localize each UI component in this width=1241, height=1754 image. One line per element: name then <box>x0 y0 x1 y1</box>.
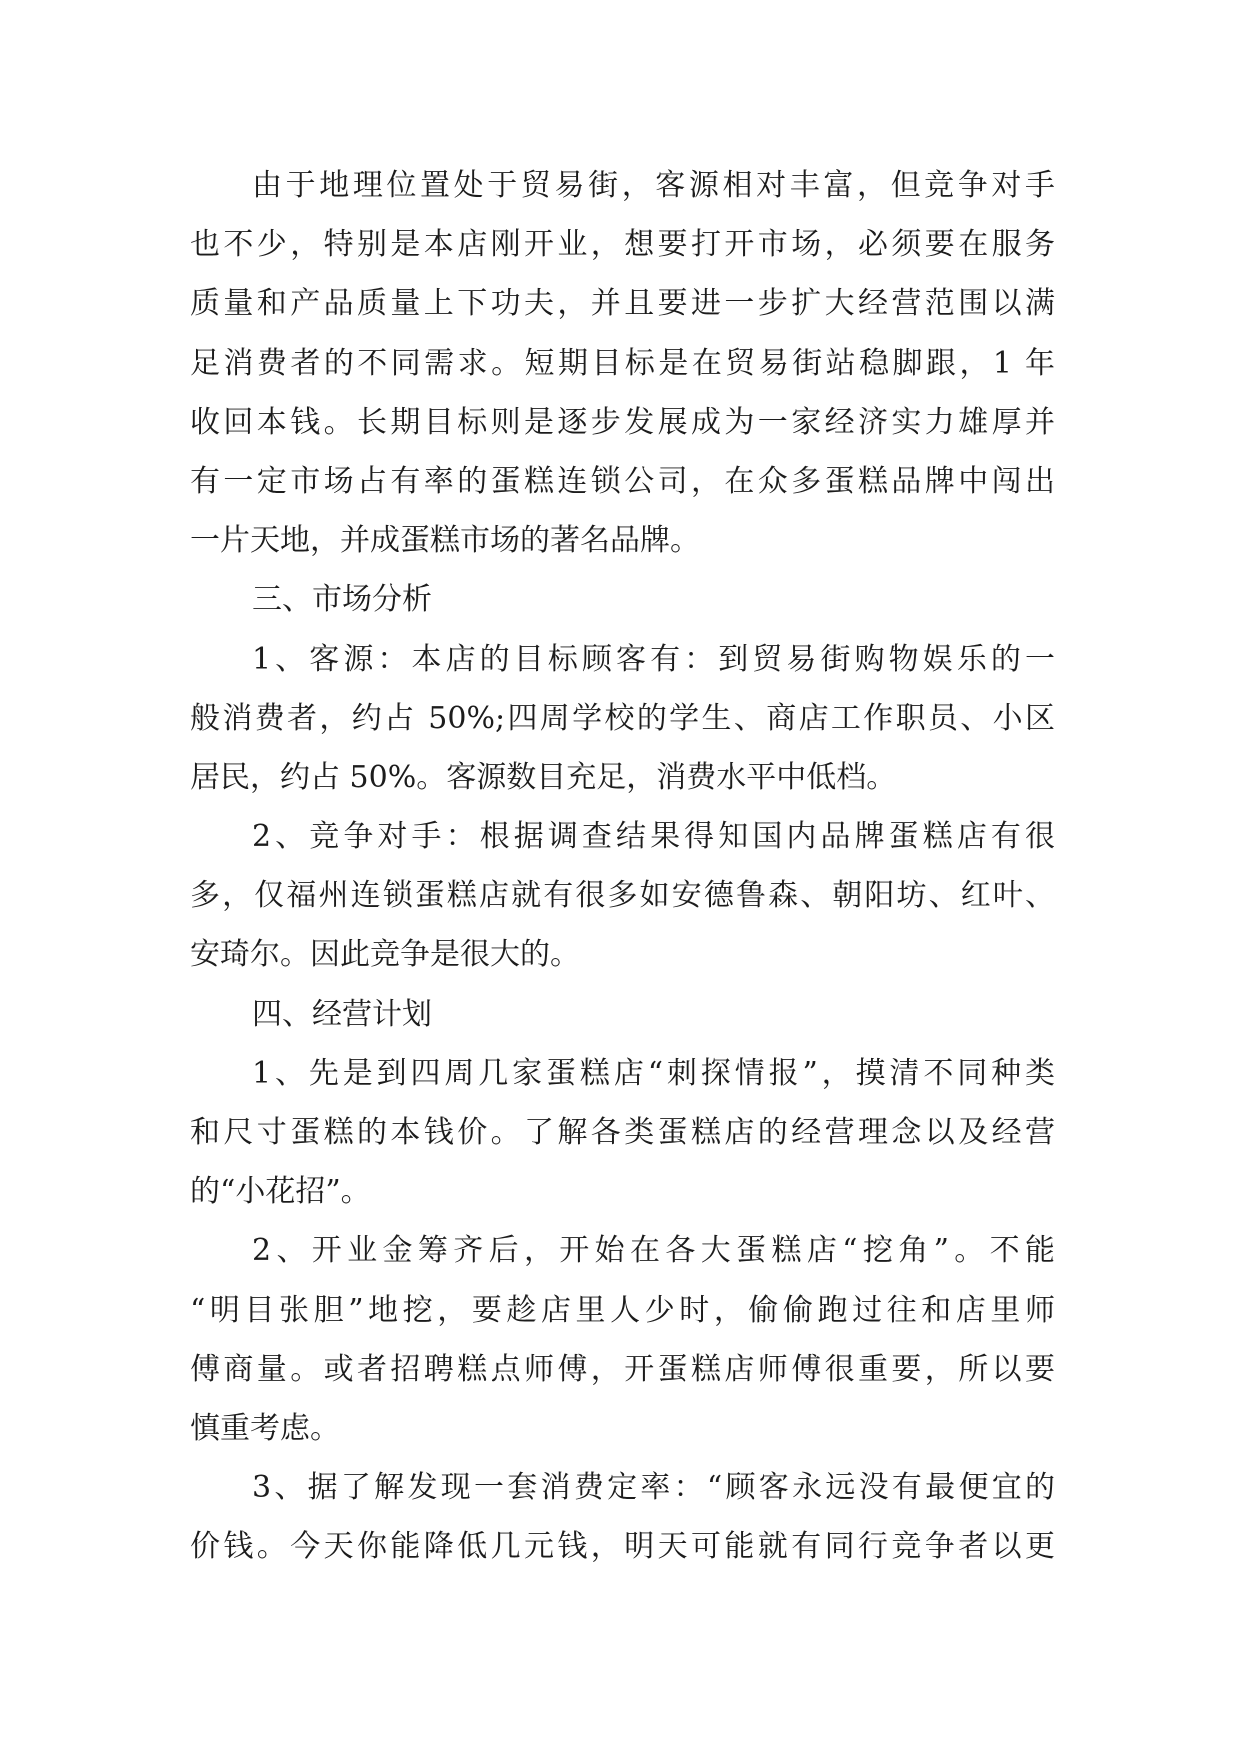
paragraph-line: 安琦尔。因此竞争是很大的。 <box>190 937 580 973</box>
paragraph-line: 慎重考虑。 <box>190 1410 340 1446</box>
paragraph-line: 多，仅福州连锁蛋糕店就有很多如安德鲁森、朝阳坊、红叶、 <box>190 878 1055 914</box>
paragraph-line: 收回本钱。长期目标则是逐步发展成为一家经济实力雄厚并 <box>190 404 1055 440</box>
paragraph-plan-step-3 <box>190 1458 1055 1576</box>
paragraph-plan-step-1 <box>190 1044 1055 1222</box>
paragraph-competitors <box>190 807 1055 985</box>
paragraph-line: “明目张胆”地挖，要趁店里人少时，偷偷跑过往和店里师 <box>190 1292 1055 1328</box>
paragraph-line: 傅商量。或者招聘糕点师傅，开蛋糕店师傅很重要，所以要 <box>190 1351 1055 1387</box>
paragraph-line: 居民，约占 50%。客源数目充足，消费水平中低档。 <box>190 759 897 795</box>
section-heading: 三、市场分析 <box>252 582 432 618</box>
paragraph-line: 3、据了解发现一套消费定率：“顾客永远没有最便宜的 <box>252 1470 1055 1506</box>
paragraph-line: 和尺寸蛋糕的本钱价。了解各类蛋糕店的经营理念以及经营 <box>190 1115 1055 1150</box>
paragraph-line: 般消费者，约占 50%;四周学校的学生、商店工作职员、小区 <box>190 700 1055 736</box>
section-heading: 四、经营计划 <box>252 996 432 1032</box>
paragraph-line: 的“小花招”。 <box>190 1174 371 1210</box>
paragraph-line: 有一定市场占有率的蛋糕连锁公司，在众多蛋糕品牌中闯出 <box>190 463 1055 499</box>
paragraph-line: 也不少，特别是本店刚开业，想要打开市场，必须要在服务 <box>190 227 1055 263</box>
paragraph-line: 2、竞争对手：根据调查结果得知国内品牌蛋糕店有很 <box>252 819 1055 855</box>
paragraph-line: 一片天地，并成蛋糕市场的著名品牌。 <box>190 523 700 559</box>
section-heading-business-plan <box>190 985 1055 1044</box>
paragraph-customer-source <box>190 630 1055 808</box>
section-heading-market-analysis <box>190 570 1055 629</box>
paragraph-line: 价钱。今天你能降低几元钱，明天可能就有同行竞争者以更 <box>190 1529 1055 1565</box>
paragraph-plan-step-2 <box>190 1221 1055 1458</box>
paragraph-intro <box>190 156 1055 570</box>
paragraph-line: 质量和产品质量上下功夫，并且要进一步扩大经营范围以满 <box>190 286 1055 322</box>
paragraph-line: 由于地理位置处于贸易街，客源相对丰富，但竞争对手 <box>252 168 1055 203</box>
paragraph-line: 1、客源：本店的目标顾客有：到贸易街购物娱乐的一 <box>252 641 1055 677</box>
paragraph-line: 2、开业金筹齐后，开始在各大蛋糕店“挖角”。不能 <box>252 1233 1055 1269</box>
paragraph-line: 1、先是到四周几家蛋糕店“刺探情报”，摸清不同种类 <box>252 1055 1055 1091</box>
paragraph-line: 足消费者的不同需求。短期目标是在贸易街站稳脚跟，1 年 <box>190 345 1055 381</box>
document-body <box>190 156 1055 1577</box>
